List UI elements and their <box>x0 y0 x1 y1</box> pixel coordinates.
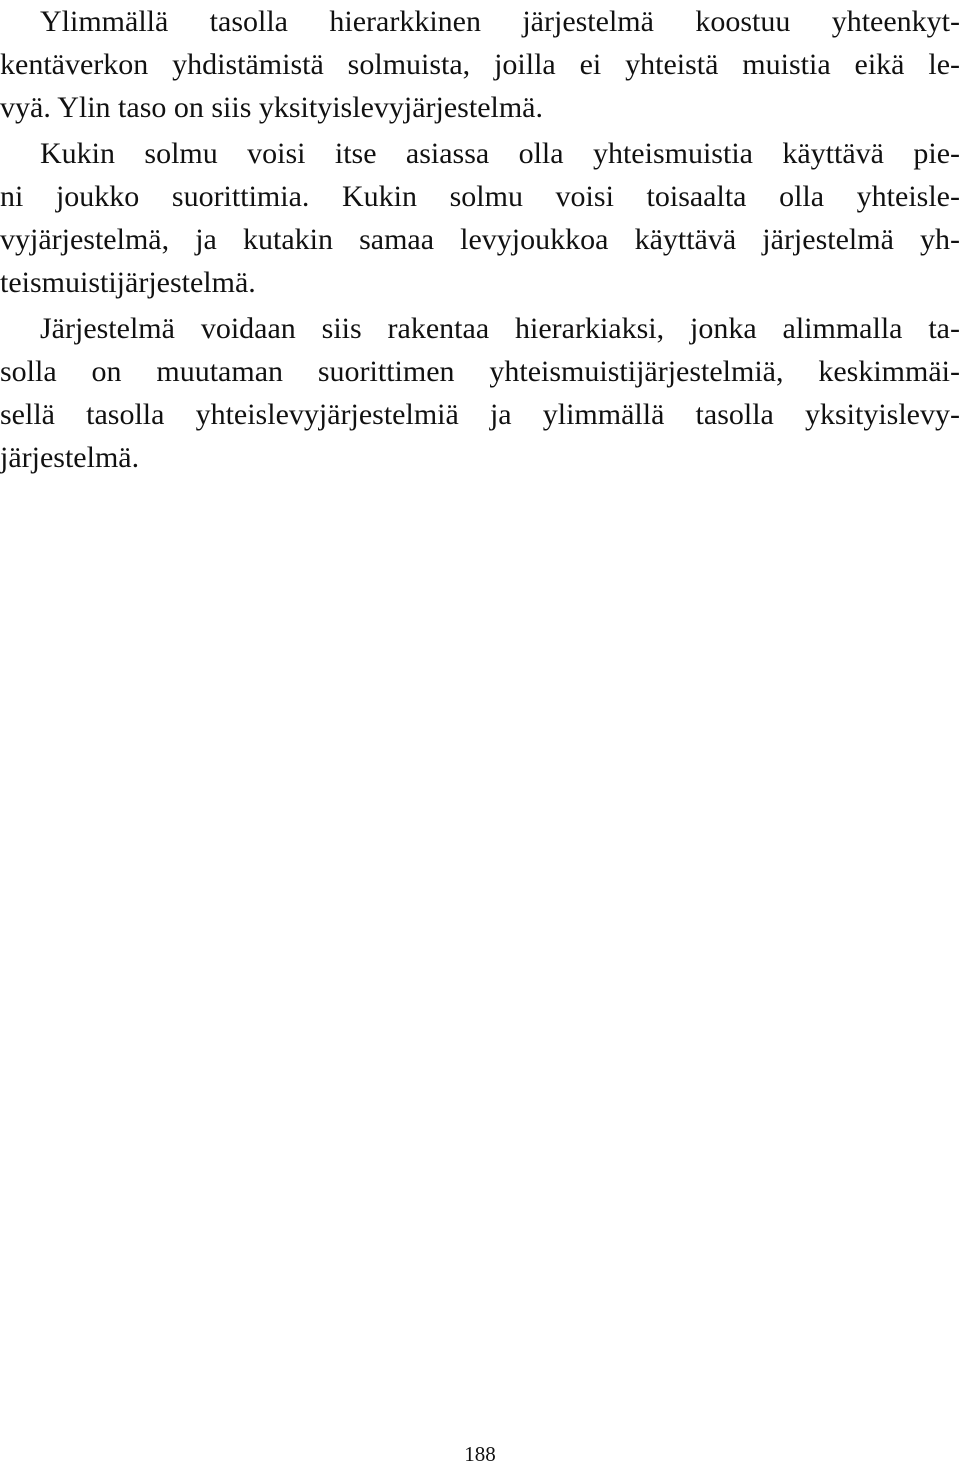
page-number: 188 <box>464 1442 496 1466</box>
paragraph-2-line-2: ni joukko suorittimia. Kukin solmu voisi toisaalta olla yhteisle- <box>0 180 960 213</box>
paragraph-1-line-1: Ylimmällä tasolla hierarkkinen järjestelmä koostuu yhteenkyt- <box>40 5 960 38</box>
paragraph-2-line-3: vyjärjestelmä, ja kutakin samaa levyjoukkoa käyttävä järjestelmä yh- <box>0 223 960 256</box>
paragraph-3-line-2: solla on muutaman suorittimen yhteismuistijärjestelmiä, keskimmäi- <box>0 355 960 388</box>
paragraph-2-line-1: Kukin solmu voisi itse asiassa olla yhteismuistia käyttävä pie- <box>40 137 960 170</box>
paragraph-2-line-4: teismuistijärjestelmä. <box>0 266 256 299</box>
paragraph-3-line-4: järjestelmä. <box>0 441 140 474</box>
document-body <box>0 0 960 479</box>
paragraph-3-line-3: sellä tasolla yhteislevyjärjestelmiä ja ylimmällä tasolla yksityislevy- <box>0 398 960 431</box>
paragraph-1-line-2: kentäverkon yhdistämistä solmuista, joilla ei yhteistä muistia eikä le- <box>0 48 960 81</box>
paragraph-3-line-1: Järjestelmä voidaan siis rakentaa hierarkiaksi, jonka alimmalla ta- <box>40 312 960 345</box>
paragraph-1 <box>0 0 960 129</box>
paragraph-1-line-3: vyä. Ylin taso on siis yksityislevyjärjestelmä. <box>0 91 543 124</box>
paragraph-2 <box>0 132 960 304</box>
paragraph-3 <box>0 307 960 479</box>
